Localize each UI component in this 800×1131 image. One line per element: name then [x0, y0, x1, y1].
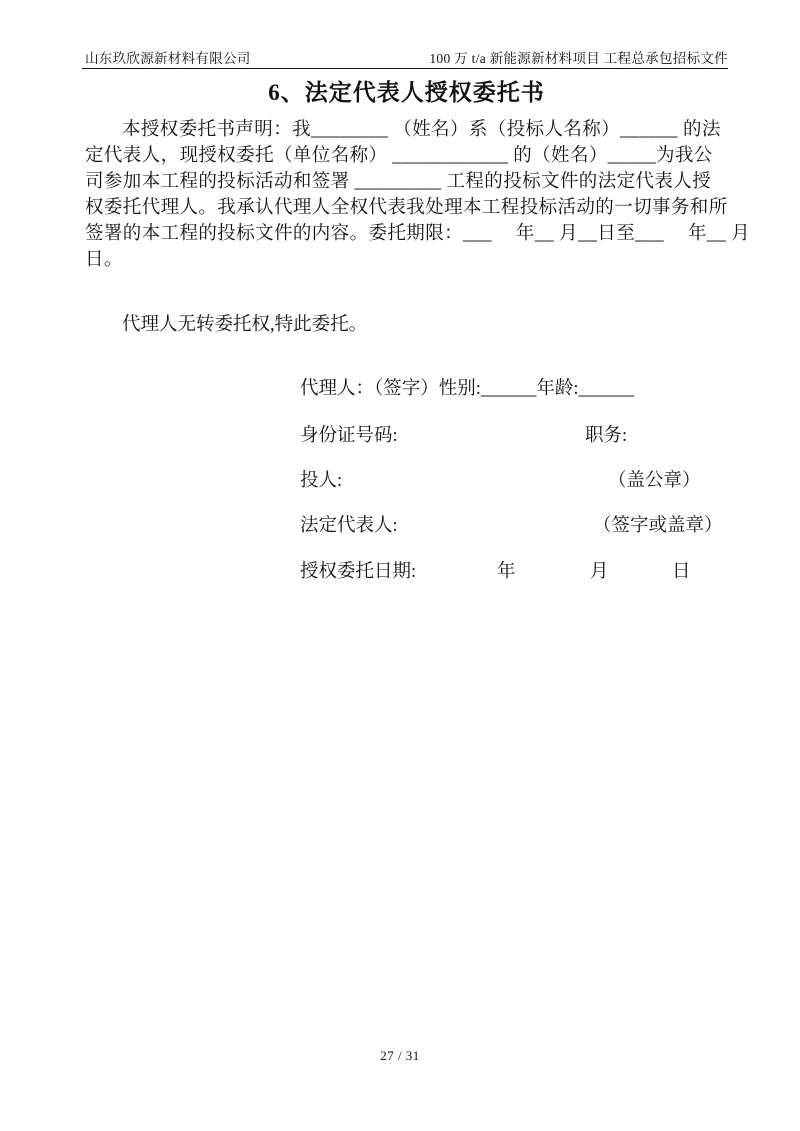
header-project-title: 100 万 t/a 新能源新材料项目 工程总承包招标文件 — [429, 51, 728, 66]
paragraph-line-3: 司参加本工程的投标活动和签署 _________ 工程的投标文件的法定代表人授 — [85, 172, 712, 192]
id-number-label: 身份证号码: — [300, 426, 398, 446]
page-number: 27 / 31 — [380, 1048, 420, 1063]
page-title: 6、法定代表人授权委托书 — [268, 80, 545, 105]
legal-representative-label: 法定代表人: — [300, 516, 398, 536]
paragraph-line-2: 定代表人，现授权委托（单位名称） ____________ 的（姓名）_____为我公 — [85, 146, 713, 166]
page-header — [85, 47, 728, 67]
header-company-name: 山东玖欣源新材料有限公司 — [85, 51, 251, 66]
pledge-line: 代理人无转委托权,特此委托。 — [122, 315, 368, 335]
date-month-label: 月 — [590, 562, 609, 582]
sign-or-seal-note: （签字或盖章） — [593, 516, 723, 536]
date-day-label: 日 — [672, 562, 691, 582]
authorization-date-label: 授权委托日期: — [300, 562, 417, 582]
date-year-label: 年 — [497, 562, 516, 582]
job-position-label: 职务: — [585, 426, 628, 446]
declaration-paragraph — [85, 117, 751, 273]
agent-signature-line: 代理人：（签字）性别:______年龄:______ — [300, 379, 635, 399]
bidder-label: 投人: — [300, 471, 343, 491]
company-seal-note: （盖公章） — [608, 471, 701, 491]
paragraph-line-6: 日。 — [85, 250, 123, 270]
header-divider-rule — [82, 68, 728, 69]
paragraph-line-1: 本授权委托书声明：我________ （姓名）系（投标人名称）______ 的法 — [122, 120, 721, 140]
paragraph-line-5: 签署的本工程的投标文件的内容。委托期限：___ 年__ 月__日至___ 年__ 月 — [85, 224, 751, 244]
paragraph-line-4: 权委托代理人。我承认代理人全权代表我处理本工程投标活动的一切事务和所 — [85, 198, 728, 218]
